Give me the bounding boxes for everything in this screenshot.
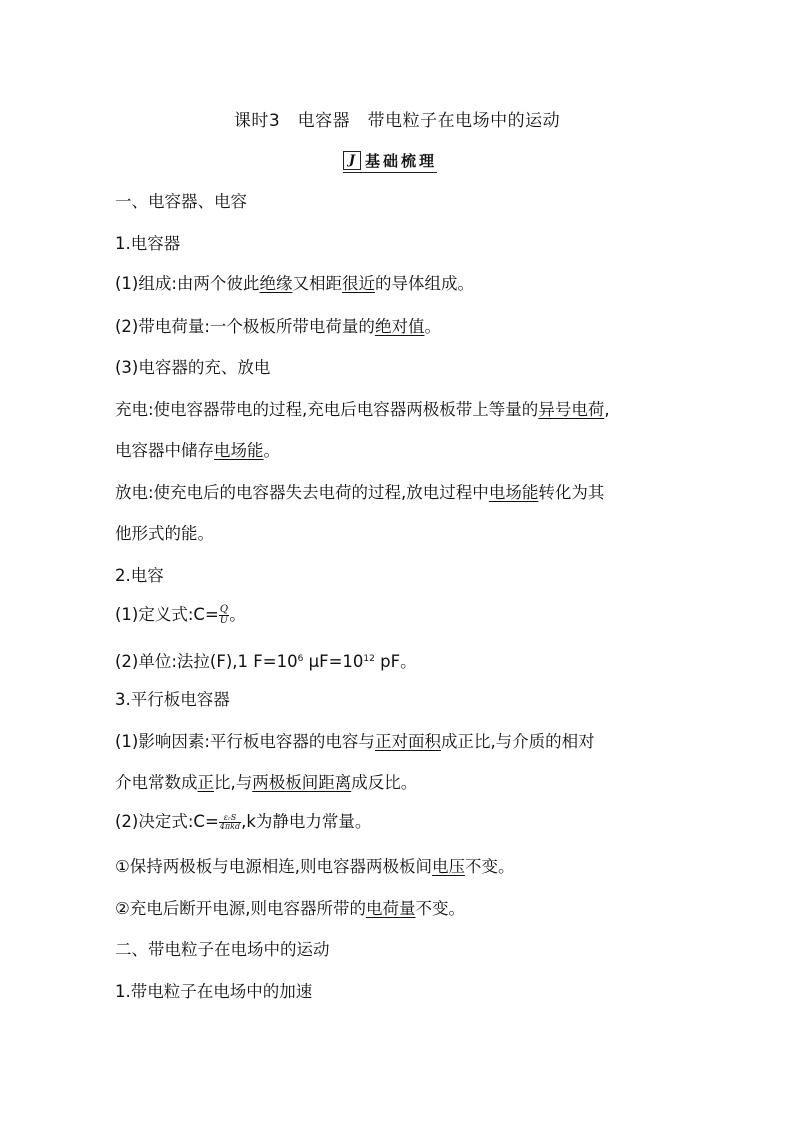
section-badge: [343, 150, 437, 173]
subheading-capacitance: 2.电容: [115, 566, 164, 585]
text: 不变。: [465, 857, 515, 876]
exponent: 6: [297, 654, 304, 664]
text: 转化为其: [538, 483, 605, 502]
text: 成正比,与介质的相对: [440, 732, 595, 751]
text: 成反比。: [351, 773, 418, 792]
answer-blank: 电场能: [488, 483, 539, 502]
text-charging-cont: [115, 440, 280, 462]
section-heading-capacitor: 一、电容器、电容: [115, 192, 247, 211]
text: (2)决定式:C=: [115, 812, 219, 831]
formula-definition: [115, 604, 246, 626]
numerator: Q: [219, 604, 229, 615]
text-discharging: [115, 482, 604, 504]
text: 充电:使电容器带电的过程,充电后电容器两极板带上等量的: [115, 400, 539, 419]
answer-blank: 绝对值: [374, 317, 425, 336]
text-charge-discharge: (3)电容器的充、放电: [115, 358, 271, 377]
text-connected: [115, 856, 515, 878]
numerator: εᵣS: [219, 814, 241, 823]
text: (1)组成:由两个彼此: [115, 274, 260, 293]
text: ,k为静电力常量。: [241, 812, 372, 831]
page-title: 课时3 电容器 带电粒子在电场中的运动: [233, 111, 561, 131]
text: (1)影响因素:平行板电容器的电容与: [115, 732, 375, 751]
text-discharging-cont: 他形式的能。: [115, 524, 214, 543]
text-charge: [115, 316, 441, 338]
text: pF。: [374, 652, 417, 671]
text: 比,与: [214, 773, 253, 792]
text: 。: [263, 441, 280, 460]
text-composition: [115, 273, 474, 295]
text: 。: [424, 317, 441, 336]
answer-blank: 正对面积: [374, 732, 441, 751]
text: 放电:使充电后的电容器失去电荷的过程,放电过程中: [115, 483, 489, 502]
answer-blank: 正: [197, 773, 214, 792]
denominator: U: [219, 615, 229, 626]
subheading-parallel-plate: 3.平行板电容器: [115, 690, 230, 709]
text: (1)定义式:C=: [115, 605, 219, 624]
formula-determination: [115, 811, 371, 833]
text: 电容器中储存: [115, 441, 214, 460]
text-units: [115, 648, 417, 673]
text-disconnected: [115, 898, 465, 920]
fraction-q-over-u: [219, 605, 229, 626]
text-charging: [115, 399, 610, 421]
text-factors: [115, 731, 595, 753]
text: μF=10: [303, 652, 364, 671]
text: ,: [604, 400, 610, 419]
text: (2)带电荷量:一个极板所带电荷量的: [115, 317, 375, 336]
text: 介电常数成: [115, 773, 198, 792]
subheading-acceleration: 1.带电粒子在电场中的加速: [115, 982, 313, 1001]
text-factors-cont: [115, 772, 417, 794]
subheading-capacitor: 1.电容器: [115, 234, 181, 253]
denominator: 4πkd: [219, 822, 241, 831]
text: 。: [229, 605, 246, 624]
text: 又相距: [292, 274, 342, 293]
text: ②充电后断开电源,则电容器所带的: [115, 899, 367, 918]
answer-blank: 很近: [341, 274, 375, 293]
fraction-capacitance: [219, 814, 241, 831]
section-heading-particle-motion: 二、带电粒子在电场中的运动: [115, 940, 330, 959]
answer-blank: 异号电荷: [538, 400, 605, 419]
text: 的导体组成。: [374, 274, 474, 293]
text: 不变。: [415, 899, 466, 918]
text: ①保持两极板与电源相连,则电容器两极板间: [115, 857, 433, 876]
exponent: 12: [363, 654, 375, 664]
badge-label: 基础梳理: [365, 152, 438, 170]
answer-blank: 两极板间距离: [252, 773, 352, 792]
answer-blank: 电荷量: [366, 899, 416, 918]
j-badge-icon: J: [343, 151, 361, 170]
answer-blank: 电场能: [214, 441, 264, 460]
answer-blank: 绝缘: [259, 274, 293, 293]
answer-blank: 电压: [432, 857, 466, 876]
text: (2)单位:法拉(F),1 F=10: [115, 652, 298, 671]
